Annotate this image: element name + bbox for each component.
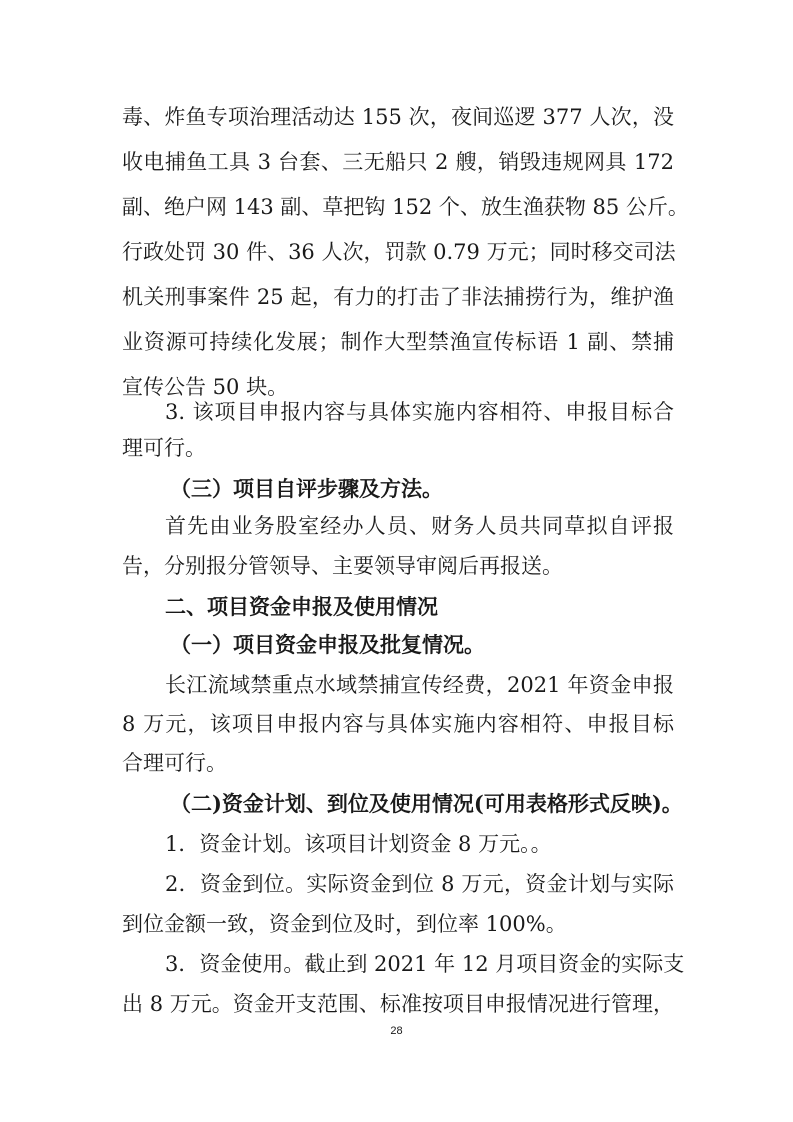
paragraph-line: 1．资金计划。该项目计划资金 8 万元。。 (165, 832, 552, 856)
paragraph-line: 副、绝户网 143 副、草把钩 152 个、放生渔获物 85 公斤。 (122, 195, 689, 219)
section-heading: （三）项目自评步骤及方法。 (170, 476, 443, 501)
page-number: 28 (390, 1025, 403, 1037)
paragraph-line: 业资源可持续化发展；制作大型禁渔宣传标语 1 副、禁捕 (122, 330, 674, 354)
section-heading: 二、项目资金申报及使用情况 (165, 595, 438, 619)
paragraph-line: 宣传公告 50 块。 (122, 375, 289, 399)
paragraph-line: 合理可行。 (122, 751, 227, 775)
paragraph-line: 机关刑事案件 25 起，有力的打击了非法捕捞行为，维护渔 (122, 285, 674, 309)
paragraph-line: 理可行。 (122, 436, 206, 460)
paragraph-line: 3．资金使用。截止到 2021 年 12 月项目资金的实际支 (165, 952, 685, 976)
paragraph-line: 到位金额一致，资金到位及时，到位率 100%。 (122, 912, 567, 936)
paragraph-line: 首先由业务股室经办人员、财务人员共同草拟自评报 (165, 514, 674, 538)
paragraph-line: 告，分别报分管领导、主要领导审阅后再报送。 (122, 554, 563, 578)
paragraph-line: 出 8 万元。资金开支范围、标准按项目申报情况进行管理， (122, 992, 674, 1016)
paragraph-line: 毒、炸鱼专项治理活动达 155 次，夜间巡逻 377 人次，没 (122, 105, 674, 129)
paragraph-line: 长江流域禁重点水域禁捕宣传经费，2021 年资金申报 (165, 673, 674, 697)
paragraph-line: 收电捕鱼工具 3 台套、三无船只 2 艘，销毁违规网具 172 (122, 150, 674, 174)
paragraph-line: 2．资金到位。实际资金到位 8 万元，资金计划与实际 (165, 872, 674, 896)
section-heading: （二)资金计划、到位及使用情况(可用表格形式反映)。 (170, 791, 683, 816)
paragraph-line: 行政处罚 30 件、36 人次，罚款 0.79 万元；同时移交司法 (122, 240, 676, 264)
paragraph-line: 8 万元，该项目申报内容与具体实施内容相符、申报目标 (122, 712, 674, 736)
paragraph-line: 3. 该项目申报内容与具体实施内容相符、申报目标合 (165, 400, 674, 424)
section-heading: （一）项目资金申报及批复情况。 (170, 632, 485, 657)
